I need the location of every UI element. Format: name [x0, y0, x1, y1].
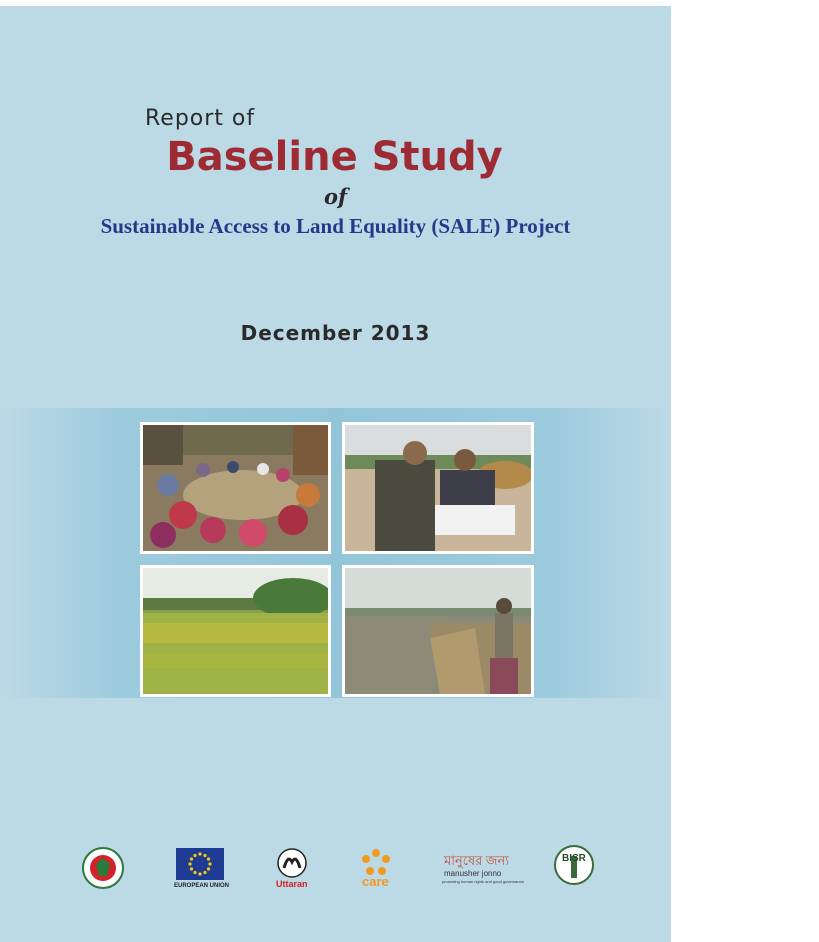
photo-band	[0, 408, 671, 698]
report-date: December 2013	[240, 321, 431, 345]
manusher-jonno-label: manusher jonno	[444, 869, 502, 878]
river-erosion-photo	[342, 565, 534, 697]
of-text: of	[323, 184, 348, 209]
bisr-logo	[553, 844, 595, 888]
report-of-text: Report of	[145, 106, 256, 131]
uttaran-label: Uttaran	[276, 879, 308, 889]
care-label: care	[362, 874, 389, 889]
mustard-field-photo	[140, 565, 331, 697]
european-union-logo	[174, 848, 230, 890]
community-meeting-photo	[140, 422, 331, 554]
manusher-jonno-logo	[442, 852, 522, 896]
manusher-jonno-bangla: মানুষের জন্য	[444, 853, 510, 868]
land-survey-photo	[342, 422, 534, 554]
care-logo	[360, 848, 394, 892]
eu-label: EUROPEAN UNION	[174, 883, 230, 889]
cover-title: Baseline Study	[166, 134, 503, 180]
uttaran-logo	[276, 848, 310, 892]
manusher-jonno-tagline: promoting human rights and good governance	[442, 879, 524, 884]
bangladesh-government-logo	[82, 847, 124, 889]
bisr-label: BISR	[562, 853, 586, 864]
project-title: Sustainable Access to Land Equality (SALE) Project	[100, 214, 571, 238]
logo-row	[0, 840, 671, 900]
